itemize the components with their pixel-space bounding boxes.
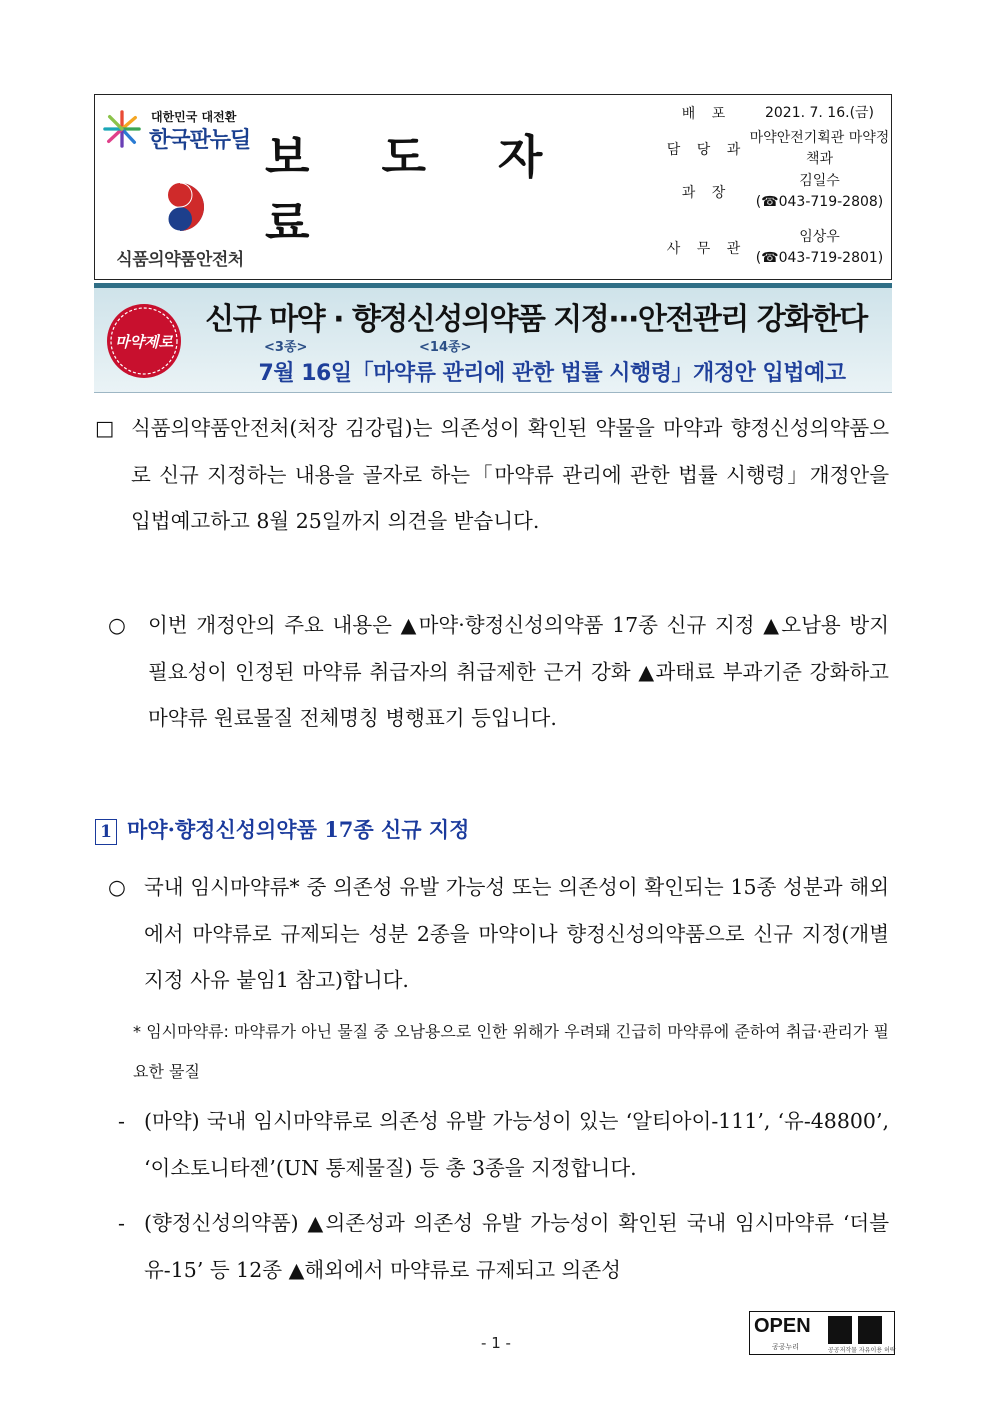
paragraph-4 [118,1098,889,1191]
new-deal-burst-icon [103,109,141,149]
doc-title: 보 도 자 료 [265,130,571,250]
circle-bullet: ○ [108,613,126,637]
distribution-date-value: 2021. 7. 16.(금) [764,104,875,121]
doc-title-cell [265,95,665,279]
director-name: 김일수 [799,173,840,189]
drug-count-note: <3종> [264,340,308,355]
press-release-header-table [94,94,892,280]
page-number: - 1 - [481,1334,511,1352]
section-title: 마약·향정신성의약품 17종 신규 지정 [127,817,470,842]
paragraph-1 [95,405,889,545]
open-license-badge [749,1311,895,1355]
section-number: 1 [95,819,117,845]
officer-label: 사 무 관 [666,241,747,257]
officer-phone: (☎043-719-2801) [755,250,884,266]
department-value-cell [748,131,891,167]
paragraph-5-text: (향정신성의약품) ▲의존성과 의존성 유발 가능성이 확인된 국내 임시마약류 ‘더블유-15’ 등 12종 ▲해외에서 마약류로 규제되고 의존성 [144,1211,889,1282]
paragraph-3 [108,864,889,1004]
paragraph-3-text: 국내 임시마약류* 중 의존성 유발 가능성 또는 의존성이 확인되는 15종 성분과 해외에서 마약류로 규제되는 성분 2종을 마약이나 향정신성의약품으로 신규 지정(개별 지정 사유 붙임1 참고)합니다. [144,875,889,992]
square-bullet: □ [95,416,115,440]
taegeuk-emblem-icon [150,177,210,237]
department-value: 마약안전기획관 마약정책과 [749,130,890,167]
brand-big-text: 한국판뉴딜 [149,128,251,153]
korean-new-deal-logo-cell [95,95,265,161]
agency-logo-cell [95,161,265,279]
agency-name: 식품의약품안전처 [116,250,244,270]
no-commercial-icon [858,1316,882,1344]
open-license-caption: 공공저작물 자유이용 허락 [828,1347,896,1354]
paragraph-4-text: (마약) 국내 임시마약류로 의존성 유발 가능성이 있는 ‘알티아이-111’, ‘유-48800’, ‘이소토니타젠’(UN 통제물질) 등 총 3종을 지정합니다. [144,1109,889,1180]
officer-name: 임상우 [799,229,840,245]
headline-banner [94,283,892,393]
attribution-icon [828,1316,852,1344]
brand-small-text: 대한민국 대전환 [151,110,237,124]
paragraph-2-text: 이번 개정안의 주요 내용은 ▲마약·향정신성의약품 17종 신규 지정 ▲오남용 방지 필요성이 인정된 마약류 취급자의 취급제한 근거 강화 ▲과태료 부과기준 강화하고 마약류 원료물질 전체명칭 병행표기 등입니다. [148,613,889,730]
headline: 신규 마약 · 향정신성의약품 지정···안전관리 강화한다 [205,302,867,337]
dash-bullet: - [118,1109,125,1133]
paragraph-2 [108,602,889,742]
drug-zero-stamp [105,302,183,380]
officer-contact-cell [748,217,891,279]
section-heading [95,814,469,845]
paragraph-1-text: 식품의약품안전처(처장 김강립)는 의존성이 확인된 약물을 마약과 향정신성의약품으로 신규 지정하는 내용을 골자로 하는「마약류 관리에 관한 법률 시행령」개정안을 입법예고하고 8월 25일까지 의견을 받습니다. [131,416,889,533]
director-contact-cell [748,167,891,217]
department-label: 담 당 과 [666,142,747,158]
footnote: * 임시마약류: 마약류가 아닌 물질 중 오남용으로 인한 위해가 우려돼 긴급히 마약류에 준하여 취급·관리가 필요한 물질 [133,1022,889,1081]
director-label: 과 장 [681,185,732,201]
distribution-label: 배 포 [681,106,732,122]
korean-new-deal-logo [101,105,261,153]
stamp-text: 마약제로 [115,333,173,351]
director-phone: (☎043-719-2808) [755,194,884,210]
distribution-date [748,95,891,131]
subheadline: 7월 16일「마약류 관리에 관한 법률 시행령」개정안 입법예고 [258,361,846,386]
open-sub-label: 공공누리 [772,1343,800,1351]
dash-bullet: - [118,1211,125,1235]
paragraph-5 [118,1200,889,1293]
psychotropic-count-note: <14종> [419,340,472,355]
circle-bullet: ○ [108,875,126,899]
open-label: OPEN [754,1315,811,1337]
